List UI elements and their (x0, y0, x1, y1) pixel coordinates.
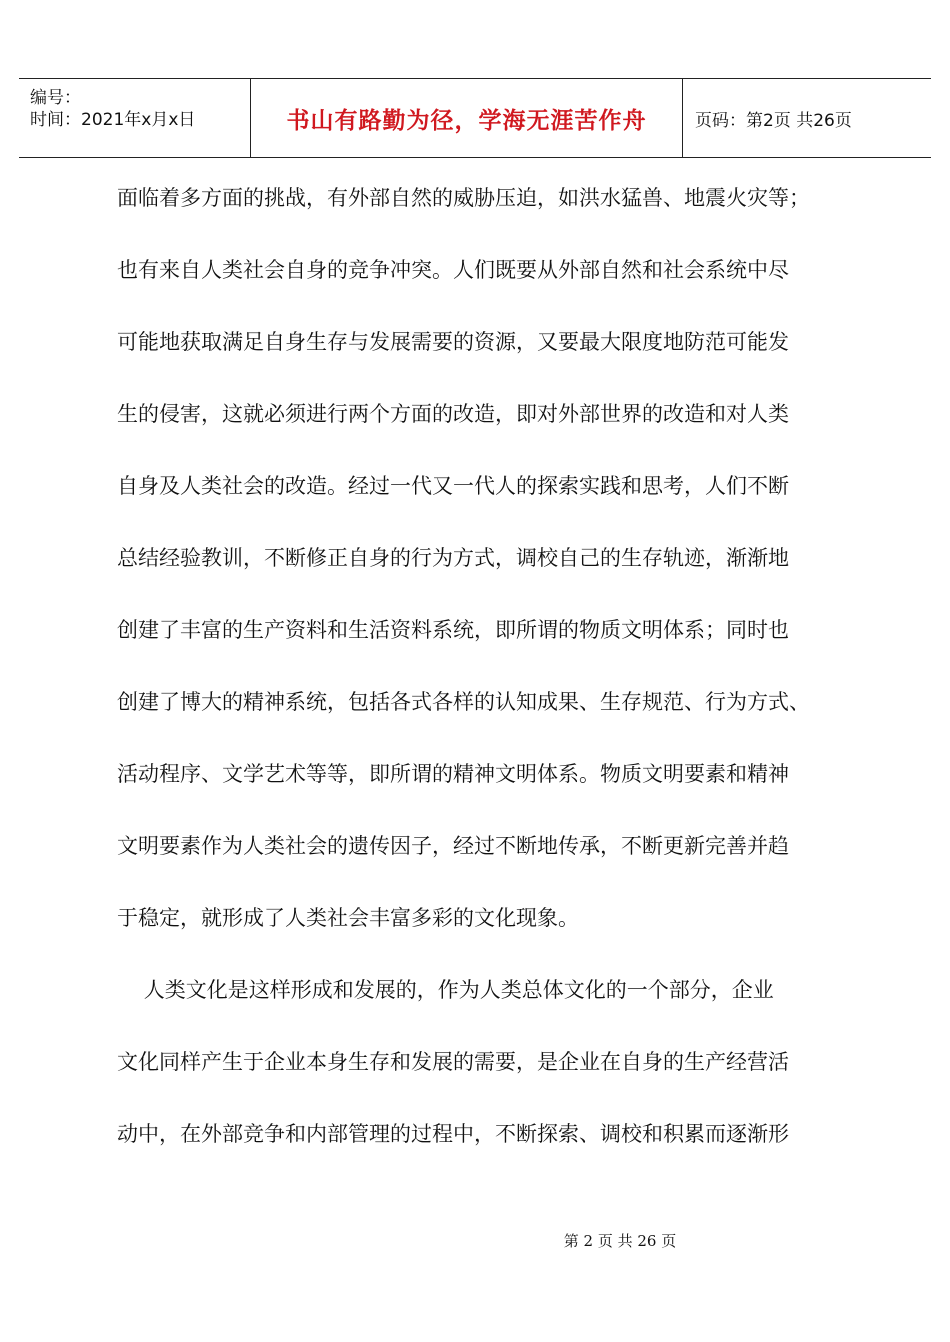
text-line: 创建了博大的精神系统，包括各式各样的认知成果、生存规范、行为方式、 (117, 690, 810, 714)
paragraph-1 (117, 180, 857, 936)
serial-label: 编号： (30, 88, 81, 108)
time-label: 时间：2021年x月x日 (30, 110, 196, 130)
text-line: 也有来自人类社会自身的竞争冲突。人们既要从外部自然和社会系统中尽 (117, 258, 789, 282)
motto-text: 书山有路勤为径，学海无涯苦作舟 (286, 107, 647, 134)
page-footer (0, 1230, 950, 1251)
footer-page-number: 第 2 页 共 26 页 (563, 1232, 677, 1250)
text-line: 人类文化是这样形成和发展的，作为人类总体文化的一个部分，企业 (117, 978, 774, 1002)
header-meta-cell (19, 79, 251, 157)
text-line: 生的侵害，这就必须进行两个方面的改造，即对外部世界的改造和对人类 (117, 402, 789, 426)
text-line: 于稳定，就形成了人类社会丰富多彩的文化现象。 (117, 906, 579, 930)
text-line: 总结经验教训，不断修正自身的行为方式，调校自己的生存轨迹，渐渐地 (117, 546, 789, 570)
paragraph-2 (117, 972, 857, 1152)
text-line: 面临着多方面的挑战，有外部自然的威胁压迫，如洪水猛兽、地震火灾等； (117, 186, 810, 210)
header-motto-cell (251, 79, 683, 157)
text-line: 文化同样产生于企业本身生存和发展的需要，是企业在自身的生产经营活 (117, 1050, 789, 1074)
page-info: 页码：第2页 共26页 (695, 110, 852, 131)
text-line: 文明要素作为人类社会的遗传因子，经过不断地传承，不断更新完善并趋 (117, 834, 789, 858)
text-line: 创建了丰富的生产资料和生活资料系统，即所谓的物质文明体系；同时也 (117, 618, 789, 642)
text-line: 可能地获取满足自身生存与发展需要的资源，又要最大限度地防范可能发 (117, 330, 789, 354)
text-line: 动中，在外部竞争和内部管理的过程中，不断探索、调校和积累而逐渐形 (117, 1122, 789, 1146)
header-page-cell (683, 79, 931, 157)
page-header (19, 78, 931, 158)
text-line: 自身及人类社会的改造。经过一代又一代人的探索实践和思考，人们不断 (117, 474, 789, 498)
document-body (117, 180, 857, 1188)
text-line: 活动程序、文学艺术等等，即所谓的精神文明体系。物质文明要素和精神 (117, 762, 789, 786)
